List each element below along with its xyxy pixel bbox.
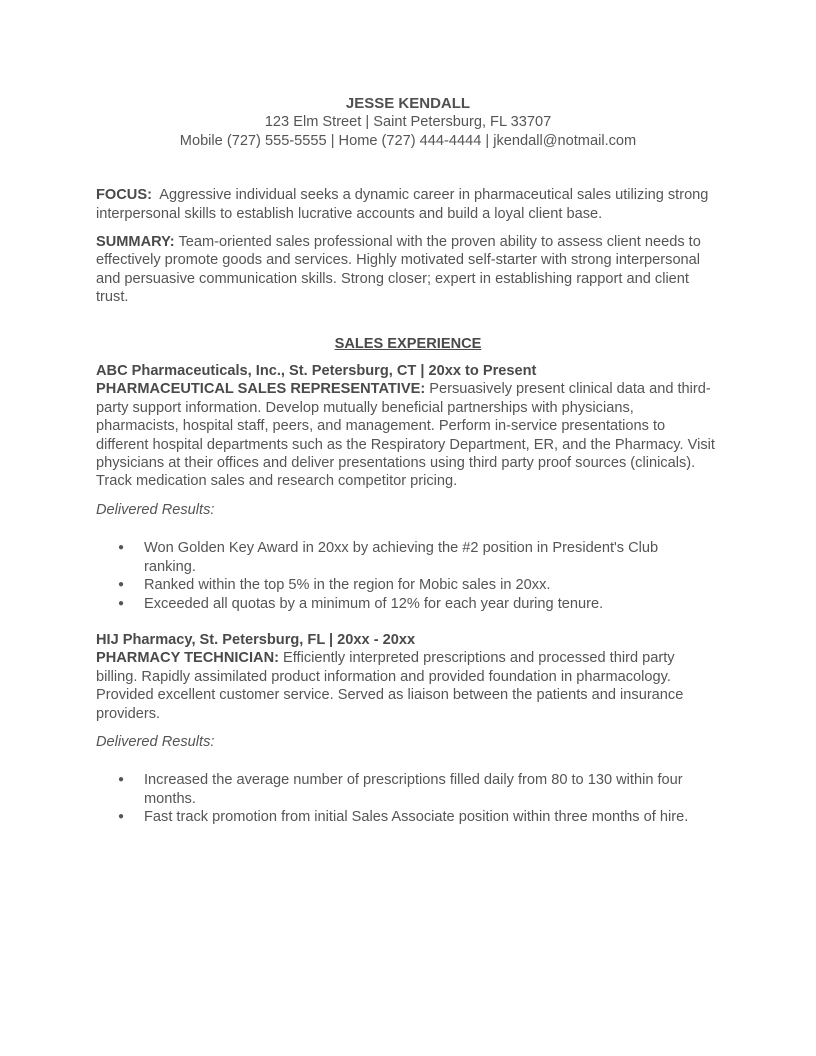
- result-text: Increased the average number of prescriptions filled daily from 80 to 130 within four months.: [144, 772, 683, 807]
- address-line: 123 Elm Street | Saint Petersburg, FL 33707: [264, 114, 552, 130]
- job-description-text: Efficiently interpreted prescriptions and processed third party billing. Rapidly assimilated product information and provided foundation in pharmacology. Provided excellent customer service. Served as liaison between the patients and insurance providers.: [96, 650, 684, 722]
- job-description-text: Persuasively present clinical data and third-party support information. Develop mutually beneficial partnerships with physicians, pharmacists, hospital staff, peers, and management. Perform in-service presentations to different hospital departments such as the Respiratory Department, ER, and the Pharmacy. Visit physicians at their offices and deliver presentations using third party proof sources (clinicals). Track medication sales and research competitor pricing.: [96, 381, 715, 490]
- summary-label: SUMMARY:: [96, 234, 175, 250]
- job-description: [96, 380, 716, 490]
- job-company-line: ABC Pharmaceuticals, Inc., St. Petersburg, CT | 20xx to Present: [96, 363, 537, 380]
- resume-header: [96, 94, 720, 150]
- job-description: [96, 649, 716, 723]
- list-item: [96, 539, 704, 576]
- section-title-sales-experience: SALES EXPERIENCE: [334, 335, 482, 352]
- job-title: PHARMACY TECHNICIAN:: [96, 650, 279, 667]
- bullet-icon: ●: [118, 597, 125, 609]
- summary-paragraph: [96, 233, 716, 307]
- delivered-results-label: Delivered Results:: [96, 733, 215, 750]
- job-entry: [96, 362, 716, 613]
- delivered-results-label: Delivered Results:: [96, 501, 215, 518]
- result-text: Fast track promotion from initial Sales Associate position within three months of hire.: [144, 809, 689, 826]
- result-text: Ranked within the top 5% in the region for Mobic sales in 20xx.: [144, 577, 551, 594]
- list-item: [96, 576, 704, 594]
- list-item: [96, 808, 704, 826]
- resume-page: [96, 94, 716, 827]
- result-text: Exceeded all quotas by a minimum of 12% for each year during tenure.: [144, 595, 604, 612]
- focus-label: FOCUS:: [96, 187, 152, 204]
- list-item: [96, 771, 704, 808]
- phone-email-line: Mobile (727) 555-5555 | Home (727) 444-4444 | jkendall@notmail.com: [179, 132, 637, 149]
- bullet-icon: ●: [118, 774, 125, 786]
- candidate-name: JESSE KENDALL: [345, 95, 471, 112]
- summary-text: Team-oriented sales professional with the proven ability to assess client needs to effectively promote goods and services. Highly motivated self-starter with strong interpersonal and persuasive communication skills. Strong closer; expert in establishing rapport and client trust.: [96, 234, 701, 306]
- results-list: [96, 539, 716, 613]
- job-title: PHARMACEUTICAL SALES REPRESENTATIVE:: [96, 381, 426, 398]
- bullet-icon: ●: [118, 542, 125, 554]
- results-list: [96, 771, 716, 826]
- result-text: Won Golden Key Award in 20xx by achieving the #2 position in President's Club ranking.: [144, 540, 659, 575]
- bullet-icon: ●: [118, 579, 125, 591]
- focus-paragraph: [96, 186, 716, 223]
- focus-text: Aggressive individual seeks a dynamic career in pharmaceutical sales utilizing strong interpersonal skills to establish lucrative accounts and build a loyal client base.: [96, 187, 709, 222]
- list-item: [96, 595, 704, 613]
- job-company-line: HIJ Pharmacy, St. Petersburg, FL | 20xx - 20xx: [96, 631, 416, 648]
- job-entry: [96, 631, 716, 827]
- bullet-icon: ●: [118, 811, 125, 823]
